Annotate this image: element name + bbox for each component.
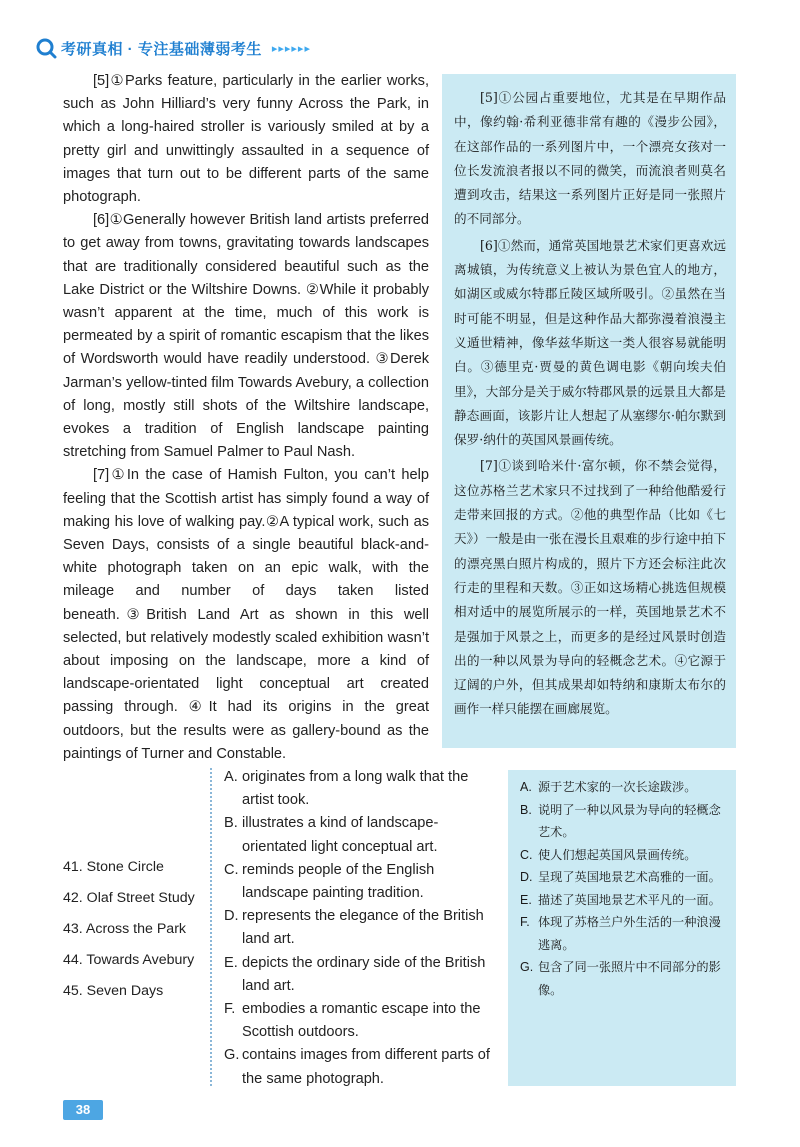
cn-option-letter: D. [520,870,533,884]
chinese-paragraph-6: [6]①然而，通常英国地景艺术家们更喜欢远离城镇，为传统意义上被认为景色宜人的地方，如湖区或威尔特郡丘陵区域所吸引。②虽然在当时可能不明显，但是这种作品大都弥漫着浪漫主义遁世精神，像华兹华斯这一类人很容易就能明白。③德里克·贾曼的黄色调电影《朝向埃夫伯里》，大部分是关于威尔特郡风景的远景且大都是静态画面，该影片让人想起了从塞缪尔·帕尔默到保罗·纳什的英国风景画传统。 [454,237,726,448]
cn-option-text: 使人们想起英国风景画传统。 [538,847,697,862]
cn-option-a [520,776,728,799]
english-passage [63,70,429,766]
option-text: reminds people of the English landscape painting tradition. [242,861,435,902]
option-f [224,998,496,1044]
cn-option-text: 包含了同一张照片中不同部分的影像。 [538,960,721,997]
option-a [224,766,496,812]
cn-option-c [520,844,728,867]
option-letter: D. [224,908,239,925]
option-e [224,952,496,998]
cn-option-g [520,956,728,1001]
question-list [63,852,195,1007]
cn-option-text: 体现了苏格兰户外生活的一种浪漫逃离。 [538,915,721,952]
question-44: 44. Towards Avebury [63,952,195,968]
cn-option-letter: E. [520,892,532,907]
cn-option-text: 源于艺术家的一次长途跋涉。 [538,780,697,794]
option-d [224,905,496,951]
chinese-paragraph-7: [7]①谈到哈米什·富尔顿，你不禁会觉得，这位苏格兰艺术家只不过找到了一种给他酷爱行走带来回报的方式。②他的典型作品（比如《七天》）一般是由一张在漫长且艰难的步行途中拍下的漂亮黑白照片构成的，照片下方还会标注此次行走的里程和天数。③正如这场精心挑选但规模相对适中的展览所展示的一样，英国地景艺术不是强加于风景之上，而更多的是经过风景时创造出的一种以风景为导向的轻概念艺术。④它源于辽阔的户外，但其成果却如特纳和康斯太布尔的画作一样只能摆在画廊展览。 [454,458,726,717]
chinese-translation-box [442,74,736,748]
option-text: illustrates a kind of landscape-orientated light conceptual art. [242,815,439,855]
cn-option-letter: F. [520,915,530,929]
option-letter: B. [224,815,238,832]
question-45: 45. Seven Days [63,983,164,999]
english-paragraph-5: [5]①Parks feature, particularly in the earlier works, such as John Hilliard’s very funny Across the Park, in which a long-haired stroller is variously smiled at by a pretty girl and unwittingly assaulted in a sequence of images that turn out to be different parts of the same photograph. [63,73,429,206]
option-letter: G. [224,1047,240,1064]
magnifier-logo-icon [35,37,57,59]
option-text: depicts the ordinary side of the British land art. [242,954,486,994]
option-text: originates from a long walk that the artist took. [242,769,469,809]
cn-option-letter: C. [520,847,533,862]
english-options [224,766,496,1091]
cn-option-text: 说明了一种以风景为导向的轻概念艺术。 [538,802,721,839]
cn-option-letter: B. [520,802,532,817]
cn-option-letter: G. [520,960,534,974]
option-text: embodies a romantic escape into the Scottish outdoors. [242,1001,481,1041]
cn-option-e [520,889,728,912]
option-letter: A. [224,769,238,785]
page-number: 38 [63,1100,103,1120]
option-b [224,812,496,858]
question-42: 42. Olaf Street Study [63,890,195,906]
option-c [224,859,496,905]
dotted-divider [210,768,212,1086]
cn-option-f [520,911,728,956]
page-header [35,36,311,60]
cn-option-letter: A. [520,780,532,794]
option-text: contains images from different parts of the same photograph. [242,1047,490,1087]
question-41: 41. Stone Circle [63,859,164,875]
chinese-options-box [508,770,736,1086]
cn-option-text: 呈现了英国地景艺术高雅的一面。 [538,870,721,884]
cn-option-d [520,866,728,889]
brand-title: 考研真相 · 专注基础薄弱考生 [61,40,262,58]
question-43: 43. Across the Park [63,921,187,937]
cn-option-text: 描述了英国地景艺术平凡的一面。 [538,892,721,907]
english-paragraph-6: [6]①Generally however British land artists preferred to get away from towns, gravitating towards landscapes that are traditionally considered beautiful such as the Lake District or the Wiltshire Downs. ②While it probably wasn’t apparent at the time, much of this work is permeated by a spirit of romantic escapism that the likes of Wordsworth would have readily understood. ③Derek Jarman’s yellow-tinted film Towards Avebury, a collection of long, mostly still shots of the Wiltshire landscape, evokes a tradition of English landscape painting stretching from Samuel Palmer to Paul Nash. [63,212,429,461]
option-g [224,1044,496,1090]
cn-option-b [520,799,728,844]
option-text: represents the elegance of the British land art. [242,908,484,948]
option-letter: C. [224,861,239,878]
option-letter: F. [224,1001,236,1018]
chinese-paragraph-5: [5]①公园占重要地位，尤其是在早期作品中，像约翰·希利亚德非常有趣的《漫步公园》，在这部作品的一系列图片中，一个漂亮女孩对一位长发流浪者报以不同的微笑，而流浪者则莫名遭到攻击，结果这一系列图片正好是同一张照片的不同部分。 [454,90,726,227]
header-arrows: ▸▸▸▸▸▸ [271,42,311,55]
option-letter: E. [224,954,238,971]
english-paragraph-7: [7]①In the case of Hamish Fulton, you can’t help feeling that the Scottish artist has simply found a way of making his love of walking pay.②A typical work, such as Seven Days, consists of a single beautiful black-and-white photograph taken on an epic walk, with the mileage and number of days taken listed beneath.③British Land Art as shown in this well selected, but relatively modestly scaled exhibition wasn’t about imposing on the landscape, more a kind of landscape-orientated light conceptual art created passing through. ④It had its origins in the great outdoors, but the results were as gallery-bound as the paintings of Turner and Constable. [63,467,429,762]
